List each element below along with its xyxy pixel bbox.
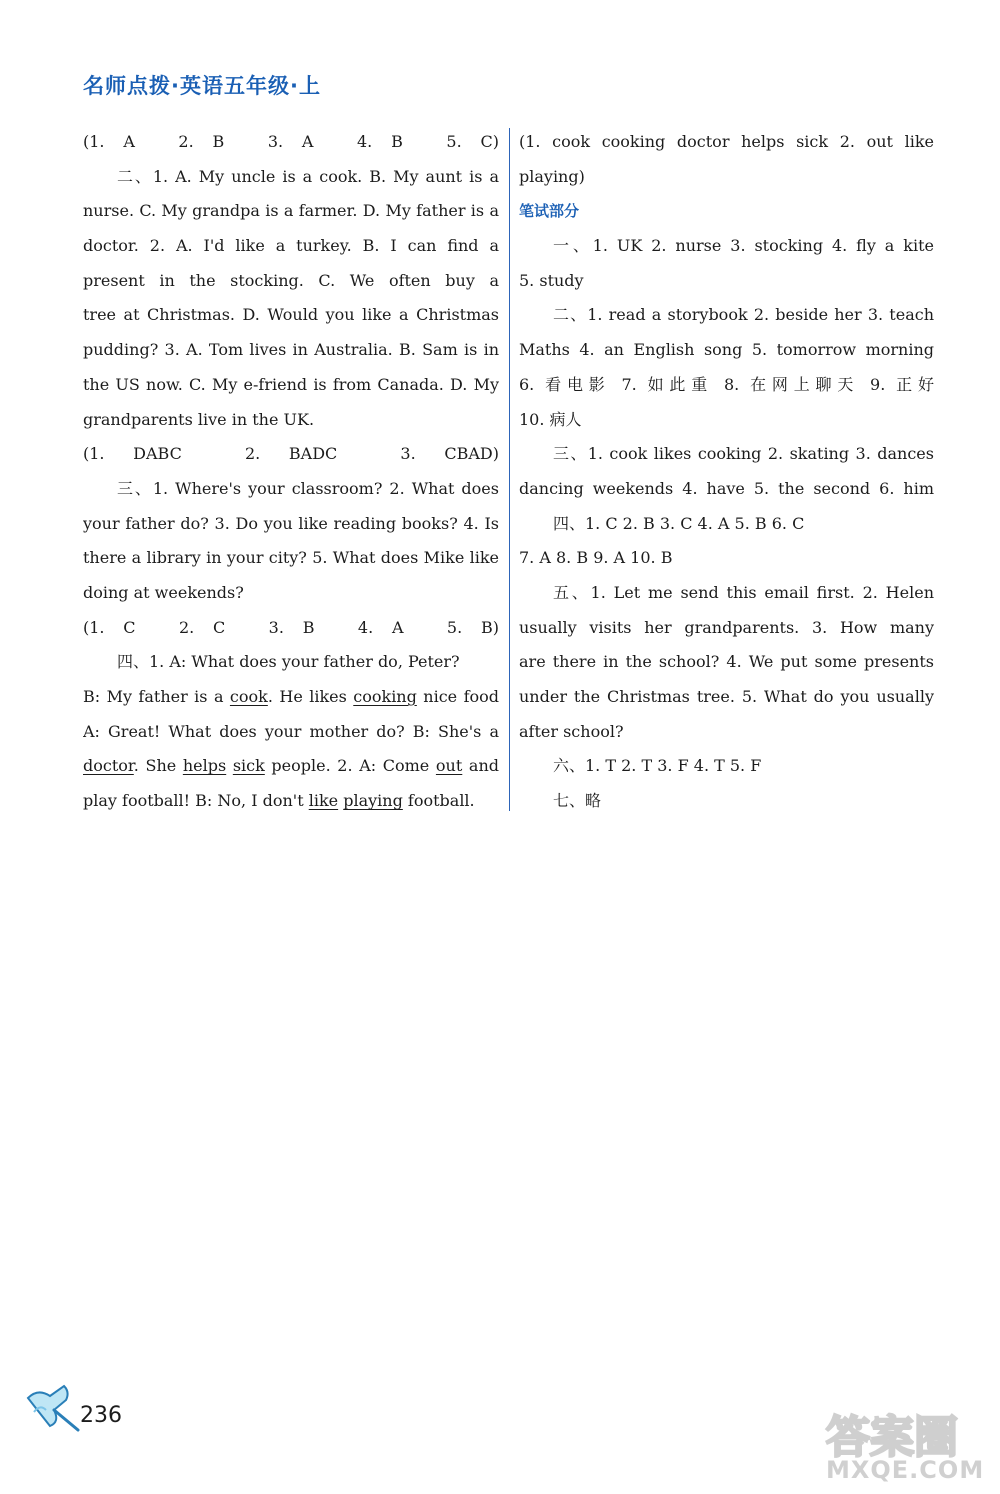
answer-text: 七、略 (553, 791, 602, 811)
answer-line (519, 437, 934, 472)
answer-line (519, 298, 934, 333)
page-number: 236 (80, 1403, 122, 1428)
answer-text: there a library in your city? 5. What does Mike like (83, 548, 499, 568)
answer-text: under the Christmas tree. 5. What do you usually (519, 687, 934, 706)
answer-line (83, 645, 499, 680)
answer-line (83, 160, 499, 195)
answer-text: are there in the school? 4. We put some presents (519, 652, 934, 672)
answer-text: present in the stocking. C. We often buy a (83, 270, 499, 290)
answer-text: 二、1. read a storybook 2. beside her 3. teach (553, 305, 934, 325)
answer-text: . He likes (267, 687, 354, 706)
answer-column-right (519, 125, 934, 819)
answer-text: 6. 看电影 7. 如此重 8. 在网上聊天 9. 正好 (519, 374, 934, 394)
answer-text: tree at Christmas. D. Would you like a Christmas (83, 305, 499, 325)
answer-text: Maths 4. an English song 5. tomorrow morning (519, 340, 934, 360)
pushpin-icon (20, 1368, 84, 1432)
answer-text: 六、1. T 2. T 3. F 4. T 5. F (553, 756, 762, 776)
answer-text: playing) (519, 166, 585, 186)
answer-text: 一、1. UK 2. nurse 3. stocking 4. fly a kite (553, 236, 934, 256)
column-divider (509, 128, 510, 811)
answer-line (519, 611, 934, 646)
answer-text: 三、1. cook likes cooking 2. skating 3. dances (553, 444, 934, 464)
answer-text: 四、1. C 2. B 3. C 4. A 5. B 6. C (553, 513, 805, 533)
answer-text: people. 2. A: Come (264, 756, 436, 776)
answer-text: 笔试部分 (519, 202, 580, 221)
answer-line (519, 576, 934, 611)
answer-text: after school? (519, 721, 624, 741)
answer-line (83, 229, 499, 264)
answer-text: A: Great! What does your mother do? B: She's a (83, 721, 499, 741)
answer-line (519, 645, 934, 680)
answer-text: (1. DABC 2. BADC 3. CBAD) (83, 444, 499, 464)
answer-line (519, 264, 934, 299)
answer-text: (1. A 2. B 3. A 4. B 5. C) (83, 132, 499, 151)
page-header-title: 名师点拨·英语五年级·上 (83, 74, 321, 98)
answer-line (519, 680, 934, 715)
answer-line (519, 715, 934, 750)
answer-text: doctor. 2. A. I'd like a turkey. B. I can find a (83, 236, 499, 256)
answer-text: dancing weekends 4. have 5. the second 6. him (519, 478, 934, 498)
answer-line (519, 160, 934, 195)
answer-line (519, 749, 934, 784)
answer-text: football. (402, 791, 475, 811)
underlined-answer: cooking (353, 687, 417, 706)
answer-line (83, 437, 499, 472)
answer-text: . She (133, 756, 183, 776)
answer-text: pudding? 3. A. Tom lives in Australia. B. Sam is in (83, 340, 499, 360)
answer-text: your father do? 3. Do you like reading books? 4. Is (83, 513, 499, 533)
answer-line (519, 125, 934, 160)
answer-text: (1. cook cooking doctor helps sick 2. out like (519, 132, 934, 151)
answer-text: grandparents live in the UK. (83, 409, 315, 429)
underlined-answer: doctor (83, 756, 134, 776)
answer-text: play football! B: No, I don't (83, 791, 309, 811)
underlined-answer: out (435, 756, 463, 776)
answer-line (519, 229, 934, 264)
answer-line (83, 507, 499, 542)
watermark-text: MXQE.COM (826, 1456, 985, 1484)
underlined-answer: playing (343, 791, 403, 811)
answer-line (83, 576, 499, 611)
answer-text: 二、1. A. My uncle is a cook. B. My aunt is a (117, 166, 499, 186)
answer-line (83, 333, 499, 368)
watermark-logo-text: 答案圈 (826, 1412, 958, 1463)
answer-line (83, 403, 499, 438)
answer-text (226, 756, 233, 775)
answer-text: 五、1. Let me send this email first. 2. Helen (553, 582, 934, 602)
answer-line (83, 611, 499, 646)
answer-line (83, 541, 499, 576)
answer-text: nice food (423, 687, 499, 706)
answer-line (519, 541, 934, 576)
answer-text: 5. study (519, 270, 584, 290)
answer-text: the US now. C. My e-friend is from Canada. D. My (83, 374, 499, 394)
answer-line (519, 333, 934, 368)
answer-line (519, 368, 934, 403)
answer-text: 三、1. Where's your classroom? 2. What does (117, 478, 499, 498)
answer-text: B: My father is a (83, 687, 230, 706)
underlined-answer: helps (182, 756, 227, 776)
answer-text: (1. C 2. C 3. B 4. A 5. B) (83, 617, 499, 637)
answer-line (519, 472, 934, 507)
underlined-answer: cook (229, 687, 268, 706)
answer-line (519, 507, 934, 542)
answer-text: and (462, 756, 499, 776)
answer-text: doing at weekends? (83, 582, 244, 602)
answer-text: usually visits her grandparents. 3. How many (519, 617, 934, 637)
answer-line (83, 749, 499, 784)
answer-text: 7. A 8. B 9. A 10. B (519, 548, 673, 568)
answer-line (83, 298, 499, 333)
answer-text: 10. 病人 (519, 409, 582, 429)
answer-line (83, 680, 499, 715)
answer-line (519, 403, 934, 438)
answer-line (83, 715, 499, 750)
answer-text: 四、1. A: What does your father do, Peter? (117, 652, 460, 672)
answer-column-left (83, 125, 499, 819)
underlined-answer: like (308, 791, 339, 811)
section-heading (519, 194, 934, 229)
answer-line (83, 125, 499, 160)
underlined-answer: sick (232, 756, 265, 776)
answer-line (83, 472, 499, 507)
answer-line (83, 784, 499, 819)
answer-line (519, 784, 934, 819)
answer-line (83, 368, 499, 403)
answer-line (83, 194, 499, 229)
answer-line (83, 264, 499, 299)
answer-text: nurse. C. My grandpa is a farmer. D. My father is a (83, 201, 499, 221)
